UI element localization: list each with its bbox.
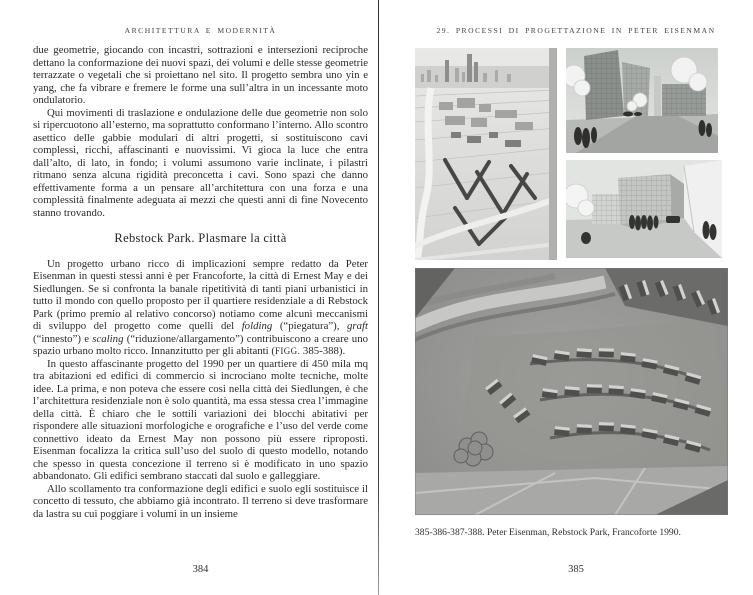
text-run: In questo affascinante progetto del 1990 per un quartiere di 450 mila mq tra abitazioni ed edifici di commercio si incrociano molte tecniche, molte idee. La prima, e non poteva che essere cosi nella città dei Siedlungen, è che l’architettura residenziale non è solo quantità, ma essa stessa crea l’immagine della città. È chiaro che le sottili variazioni dei blocchi abitativi per rispondere alle situazioni morfologiche e orografiche e l’uso del verde come connettivo ideato da Ernest May non possono più essere riproposti. Eisenman focalizza la critica sull’uso del suolo di questo modello, notando che spesso in questa concezione il terreno si è modificato in uno spazio abbandonato. Gli edifici sembrano staccati dal suolo e galleggiare.: [33, 357, 368, 482]
paragraph: [33, 44, 368, 107]
page-number-right: 385: [568, 564, 584, 575]
text-run: Qui movimenti di traslazione e ondulazione delle due geometrie non solo si ripercuotono all’esterno, ma soprattutto conformano l’interno. Allo scontro asettico delle gabbie modulari di altri progetti, si sostituiscono cavi complessi, ricchi, affascinanti e nuovissimi. Vi gioca la luce che entra dall’alto, di lato, in fondo; i volumi assumono varie inclinate, i pilastri ritmano senza alcuna rigidità preconcetta i cavi. Sono spazi che danno effettivamente forma a un pensare all’architettura con una forza e una complessità finalmente adeguata ai mezzi che questi anni di fine Novecento stanno trovando.: [33, 106, 368, 219]
figure-388-model-photo: [415, 268, 728, 515]
paragraph-group-top: [33, 44, 368, 219]
text-run: FIGG.: [274, 346, 301, 356]
paragraph: [33, 258, 368, 358]
paragraph: [33, 483, 368, 521]
page-number-left: 384: [192, 564, 209, 575]
text-run: graft: [347, 320, 368, 332]
figure-385-aerial-rendering: [415, 48, 557, 260]
left-page-text-column: [33, 44, 368, 520]
section-heading: Rebstock Park. Plasmare la città: [114, 231, 287, 245]
figure-387-image: [566, 160, 722, 258]
page-gutter-divider: [378, 0, 379, 595]
text-run: due geometrie, giocando con incastri, sottrazioni e intersezioni reciproche dettano la conformazione dei nuovi spazi, dei volumi e delle stesse geometrie terrazzate o vegetali che si proiettano nel sito. Il progetto sembra uno yin e yang, che fa vibrare e fremere le forme una sull’altra in un incessante moto ondulatorio.: [33, 44, 368, 106]
figure-387-street-rendering: [566, 160, 722, 258]
text-run: (“riduzione/allargamento”) contribuiscono a creare uno spazio urbano molto ricco. Innanzitutto per gli abitanti (: [33, 332, 368, 357]
running-head-left: ARCHITETTURA E MODERNITÀ: [124, 26, 277, 35]
paragraph: [33, 107, 368, 220]
figure-388-image: [415, 268, 728, 515]
figure-385-image: [415, 48, 557, 260]
text-run: Un progetto urbano ricco di implicazioni sempre redatto da Peter Eisenman in questi stessi anni è per Francoforte, la città di Ernest May e dei Siedlungen. Se si confronta la banale ripetitività di tanti piani urbanistici in tutto il mondo con quello proposto per il quartiere residenziale a di Rebstock Park (primo premio al relativo concorso) notiamo come alcuni meccanismi di sviluppo del progetto come quelli del: [33, 257, 368, 332]
text-run: Allo scollamento tra conformazione degli edifici e suolo egli sostituisce il concetto di tessuto, che abbiamo già incontrato. Il terreno si deve trasformare da lastra su cui poggiare i volumi in un insieme: [33, 482, 368, 520]
paragraph: [33, 358, 368, 483]
text-run: scaling: [92, 332, 124, 345]
text-run: (“piegatura”),: [272, 320, 347, 332]
text-run: folding: [241, 320, 273, 332]
text-run: (“innesto”) e: [33, 332, 93, 345]
text-run: 385-388).: [300, 345, 346, 357]
figure-386-street-rendering: [566, 48, 718, 153]
figure-386-image: [566, 48, 718, 153]
paragraph-group-bottom: [33, 258, 368, 521]
figure-caption: 385-386-387-388. Peter Eisenman, Rebstock Park, Francoforte 1990.: [415, 527, 681, 538]
running-head-right: 29. PROCESSI DI PROGETTAZIONE IN PETER EISENMAN: [436, 26, 716, 35]
